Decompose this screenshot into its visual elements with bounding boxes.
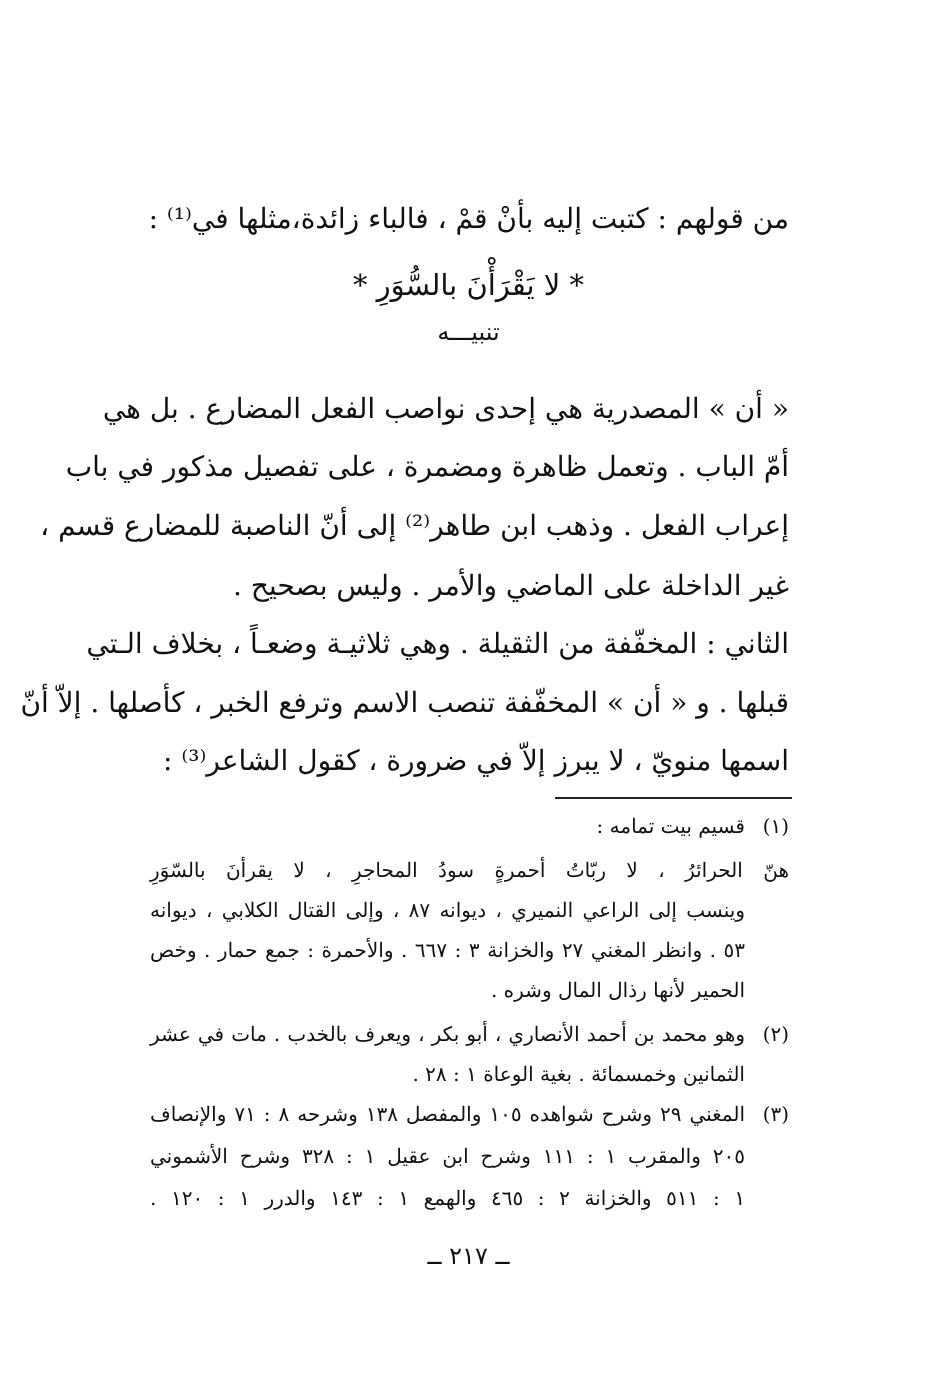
paragraph-line: أمّ الباب . وتعمل ظاهرة ومضمرة ، على تفصيل مذكور في باب — [65, 450, 789, 483]
footnote-number: (١) — [762, 814, 789, 838]
paragraph-line: غير الداخلة على الماضي والأمر . وليس بصحيح . — [233, 569, 789, 602]
footnote-line: الحمير لأنها رذال المال وشره . — [490, 978, 745, 1002]
footnote-separator — [555, 797, 792, 799]
footnote-line: قسيم بيت تمامه : — [596, 814, 745, 838]
section-heading: تنبيـــه — [437, 318, 500, 346]
footnote-number: (٣) — [762, 1102, 789, 1126]
footnote-line: ٢٠٥ والمقرب ١ : ١١١ وشرح ابن عقيل ١ : ٣٢٨ وشرح الأشموني — [150, 1144, 745, 1168]
footnote-number: (٢) — [762, 1022, 789, 1046]
footnote-line: المغني ٢٩ وشرح شواهده ١٠٥ والمفصل ١٣٨ وشرحه ٨ : ٧١ والإنصاف — [150, 1102, 746, 1126]
footnote-line: وينسب إلى الراعي النميري ، ديوانه ٨٧ ، وإلى القتال الكلابي ، ديوانه — [150, 898, 745, 922]
paragraph-line: « أن » المصدرية هي إحدى نواصب الفعل المضارع . بل هي — [102, 392, 789, 425]
intro-line: من قولهم : كتبت إليه بأنْ قمْ ، فالباء زائدة،مثلها في⁽¹⁾ : — [148, 202, 789, 235]
paragraph-line: قبلها . و « أن » المخفّفة تنصب الاسم وترفع الخبر ، كأصلها . إلاّ أنّ — [20, 686, 789, 719]
paragraph-line: اسمها منويّ ، لا يبرز إلاّ في ضرورة ، كقول الشاعر⁽³⁾ : — [163, 744, 789, 777]
verse-line: * لا يَقْرَأْنَ بالسُّوَرِ * — [352, 268, 585, 302]
footnote-verse-line: هنّ الحرائرُ ، لا ربّاتُ أحمرةٍ سودُ المحاجرِ ، لا يقرأنَ بالسّوَرِ — [150, 858, 789, 882]
footnote-line: ٥٣ . وانظر المغني ٢٧ والخزانة ٣ : ٦٦٧ . والأحمرة : جمع حمار . وخص — [150, 938, 745, 962]
paragraph-line: الثاني : المخفّفة من الثقيلة . وهي ثلاثيـة وضعـاً ، بخلاف الـتي — [86, 627, 789, 660]
footnote-line: ١ : ٥١١ والخزانة ٢ : ٤٦٥ والهمع ١ : ١٤٣ والدرر ١ : ١٢٠ . — [150, 1186, 746, 1210]
paragraph-line: إعراب الفعل . وذهب ابن طاهر⁽²⁾ إلى أنّ الناصبة للمضارع قسم ، — [40, 509, 789, 542]
page-number: ــ ٢١٧ ــ — [427, 1242, 510, 1270]
footnote-line: وهو محمد بن أحمد الأنصاري ، أبو بكر ، ويعرف بالخدب . مات في عشر — [150, 1022, 745, 1046]
footnote-line: الثمانين وخمسمائة . بغية الوعاة ١ : ٢٨ . — [412, 1062, 745, 1086]
